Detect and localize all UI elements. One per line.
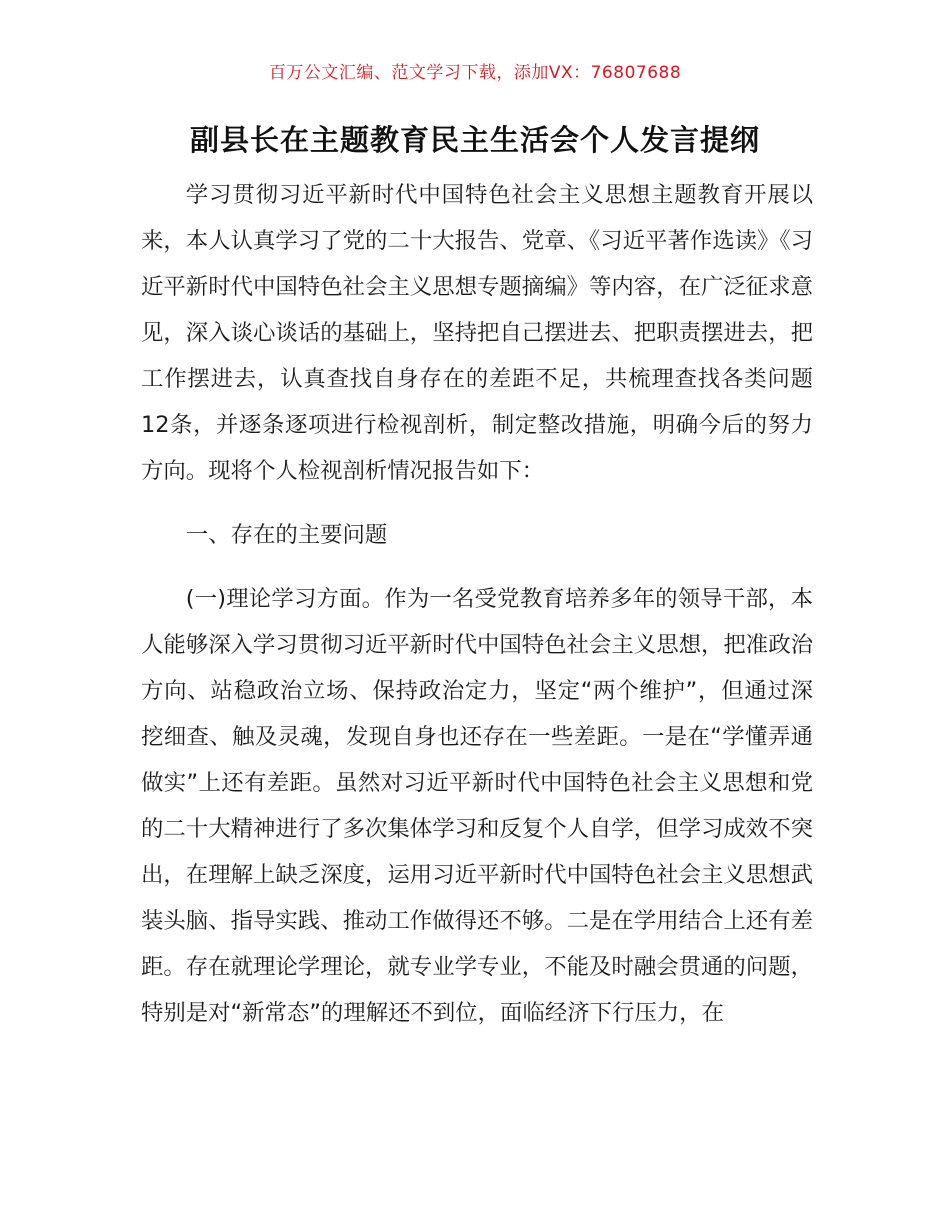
document-title: 副县长在主题教育民主生活会个人发言提纲 bbox=[189, 123, 760, 157]
document-body bbox=[141, 172, 813, 1036]
intro-paragraph: 学习贯彻习近平新时代中国特色社会主义思想主题教育开展以来，本人认真学习了党的二十大报告、党章、《习近平著作选读》《习近平新时代中国特色社会主义思想专题摘编》等内容，在广泛征求意见，深入谈心谈话的基础上，坚持把自己摆进去、把职责摆进去，把工作摆进去，认真查找自身存在的差距不足，共梳理查找各类问题12条，并逐条逐项进行检视剖析，制定整改措施，明确今后的努力方向。现将个人检视剖析情况报告如下： bbox=[141, 182, 813, 484]
section-heading: 一、存在的主要问题 bbox=[185, 522, 388, 548]
body-paragraph: (一)理论学习方面。作为一名受党教育培养多年的领导干部，本人能够深入学习贯彻习近平新时代中国特色社会主义思想，把准政治方向、站稳政治立场、保持政治定力，坚定“两个维护”，但通过深挖细查、触及灵魂，发现自身也还存在一些差距。一是在“学懂弄通做实”上还有差距。虽然对习近平新时代中国特色社会主义思想和党的二十大精神进行了多次集体学习和反复个人自学，但学习成效不突出，在理解上缺乏深度，运用习近平新时代中国特色社会主义思想武装头脑、指导实践、推动工作做得还不够。二是在学用结合上还有差距。存在就理论学理论，就专业学专业，不能及时融会贯通的问题，特别是对“新常态”的理解还不到位，面临经济下行压力，在 bbox=[141, 586, 813, 1026]
header-watermark-note: 百万公文汇编、范文学习下载，添加VX：76807688 bbox=[268, 63, 682, 83]
